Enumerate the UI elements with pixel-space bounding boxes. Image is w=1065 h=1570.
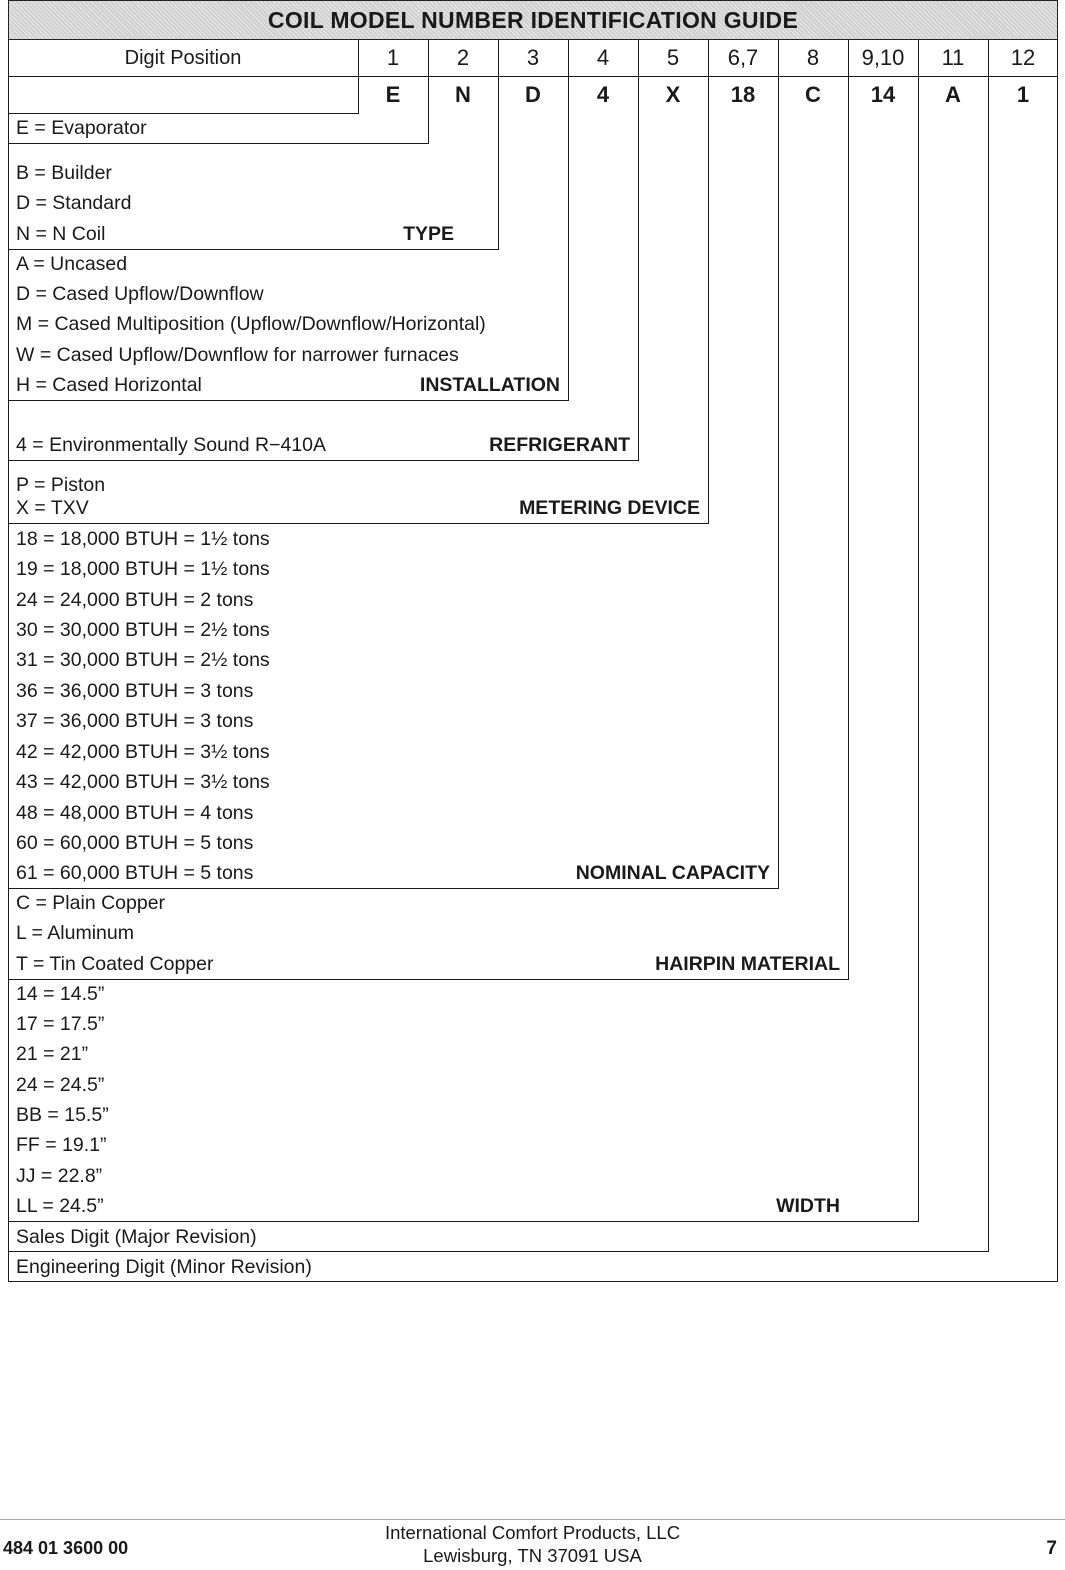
company-name: International Comfort Products, LLC — [384, 1522, 681, 1543]
width-entry: BB = 15.5” — [16, 1104, 109, 1126]
refrigerant-section-label: REFRIGERANT — [489, 434, 630, 456]
engineering-section-bottom — [8, 1281, 1058, 1282]
example-digit-5: X — [665, 82, 681, 107]
width-section-label: WIDTH — [776, 1195, 840, 1217]
outer-right-border — [1057, 40, 1058, 1282]
type-section-label: TYPE — [403, 223, 454, 245]
digit-position-6-7: 6,7 — [727, 45, 759, 70]
capacity-entry: 19 = 18,000 BTUH = 1½ tons — [16, 558, 270, 580]
capacity-entry: 60 = 60,000 BTUH = 5 tons — [16, 832, 254, 854]
digit-position-5: 5 — [666, 45, 680, 70]
example-digit-12: 1 — [1016, 82, 1030, 107]
hairpin-section-bottom — [8, 979, 849, 980]
example-digit-9-10: 14 — [870, 82, 896, 107]
hairpin-entry: T = Tin Coated Copper — [16, 953, 214, 975]
metering-section-label: METERING DEVICE — [519, 497, 700, 519]
capacity-section-bottom — [8, 888, 779, 889]
hairpin-section-label: HAIRPIN MATERIAL — [655, 953, 840, 975]
col-divider-1 — [358, 40, 359, 114]
digit-position-11: 11 — [941, 45, 965, 70]
width-entry: 24 = 24.5” — [16, 1074, 105, 1096]
guide-title: COIL MODEL NUMBER IDENTIFICATION GUIDE — [8, 0, 1058, 40]
footer-rule — [0, 1519, 1065, 1520]
refrigerant-section-bottom — [8, 460, 639, 461]
width-entry: 14 = 14.5” — [16, 983, 105, 1005]
digit-position-label: Digit Position — [124, 46, 242, 69]
sales-digit-entry: Sales Digit (Major Revision) — [16, 1226, 257, 1248]
metering-entry: P = Piston — [16, 474, 106, 496]
code-row-bottom-left — [8, 113, 359, 114]
col-divider-8 — [848, 40, 849, 980]
digit-position-1: 1 — [386, 45, 400, 70]
hairpin-entry: C = Plain Copper — [16, 892, 166, 914]
capacity-entry: 48 = 48,000 BTUH = 4 tons — [16, 802, 254, 824]
width-entry: FF = 19.1” — [16, 1134, 107, 1156]
metering-section-bottom — [8, 523, 709, 524]
metering-entry: X = TXV — [16, 497, 89, 519]
capacity-entry: 31 = 30,000 BTUH = 2½ tons — [16, 649, 270, 671]
col-divider-7 — [778, 40, 779, 889]
capacity-entry: 43 = 42,000 BTUH = 3½ tons — [16, 771, 270, 793]
capacity-entry: 37 = 36,000 BTUH = 3 tons — [16, 710, 254, 732]
capacity-entry: 30 = 30,000 BTUH = 2½ tons — [16, 619, 270, 641]
capacity-section-label: NOMINAL CAPACITY — [575, 862, 770, 884]
capacity-entry: 24 = 24,000 BTUH = 2 tons — [16, 589, 254, 611]
col-divider-3 — [498, 40, 499, 250]
page-number: 7 — [1046, 1538, 1057, 1559]
example-digit-8: C — [805, 82, 821, 107]
installation-entry: H = Cased Horizontal — [16, 374, 202, 396]
product-entry: E = Evaporator — [16, 117, 147, 139]
digit-position-9-10: 9,10 — [861, 45, 905, 70]
width-entry: LL = 24.5” — [16, 1195, 104, 1217]
type-entry: D = Standard — [16, 192, 132, 214]
example-digit-6-7: 18 — [730, 82, 756, 107]
example-digit-11: A — [945, 82, 961, 107]
company-address: Lewisburg, TN 37091 USA — [423, 1545, 642, 1566]
example-digit-2: N — [455, 82, 471, 107]
header-row-divider — [8, 76, 1058, 77]
example-digit-3: D — [525, 82, 541, 107]
capacity-entry: 36 = 36,000 BTUH = 3 tons — [16, 680, 254, 702]
digit-position-3: 3 — [526, 45, 540, 70]
type-section-bottom — [8, 249, 499, 250]
installation-entry: A = Uncased — [16, 253, 128, 275]
capacity-entry: 61 = 60,000 BTUH = 5 tons — [16, 862, 254, 884]
capacity-entry: 42 = 42,000 BTUH = 3½ tons — [16, 741, 270, 763]
width-entry: 21 = 21” — [16, 1043, 89, 1065]
digit-position-12: 12 — [1010, 45, 1036, 70]
digit-position-2: 2 — [456, 45, 470, 70]
width-entry: 17 = 17.5” — [16, 1013, 105, 1035]
width-entry: JJ = 22.8” — [16, 1165, 103, 1187]
installation-section-label: INSTALLATION — [419, 374, 560, 396]
example-digit-1: E — [385, 82, 401, 107]
installation-entry: M = Cased Multiposition (Upflow/Downflow/Horizontal) — [16, 313, 486, 335]
model-number-guide — [8, 0, 1058, 1282]
col-divider-10 — [988, 40, 989, 1252]
installation-entry: W = Cased Upflow/Downflow for narrower furnaces — [16, 344, 459, 366]
installation-entry: D = Cased Upflow/Downflow — [16, 283, 264, 305]
example-digit-4: 4 — [596, 82, 610, 107]
capacity-entry: 18 = 18,000 BTUH = 1½ tons — [16, 528, 270, 550]
digit-position-8: 8 — [806, 45, 820, 70]
installation-section-bottom — [8, 400, 569, 401]
type-entry: B = Builder — [16, 162, 112, 184]
refrigerant-entry: 4 = Environmentally Sound R−410A — [16, 434, 327, 456]
product-section-bottom — [8, 143, 429, 144]
type-entry: N = N Coil — [16, 223, 106, 245]
digit-position-4: 4 — [596, 45, 610, 70]
document-number: 484 01 3600 00 — [3, 1538, 129, 1558]
hairpin-entry: L = Aluminum — [16, 922, 134, 944]
sales-section-bottom — [8, 1251, 989, 1252]
outer-left-border — [8, 40, 9, 1282]
col-divider-5 — [638, 40, 639, 461]
col-divider-6 — [708, 40, 709, 524]
col-divider-2 — [428, 40, 429, 144]
engineering-digit-entry: Engineering Digit (Minor Revision) — [16, 1256, 312, 1278]
col-divider-9 — [918, 40, 919, 1222]
width-section-bottom — [8, 1221, 919, 1222]
col-divider-4 — [568, 40, 569, 401]
